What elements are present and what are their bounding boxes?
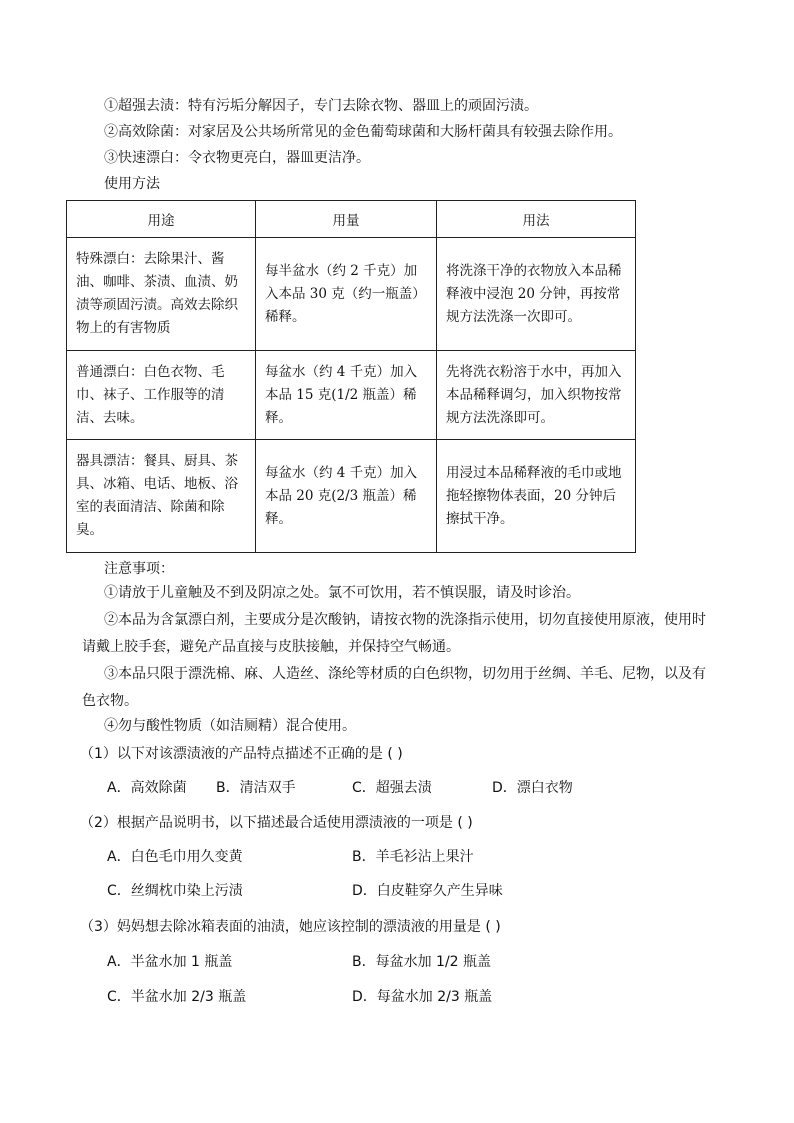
table-row — [67, 440, 636, 553]
q3-option-a: A．半盆水加 1 瓶盖 — [107, 954, 233, 970]
table-row — [67, 238, 636, 351]
q3-option-d: D．每盆水加 2/3 瓶盖 — [352, 989, 493, 1005]
q3-option-b: B．每盆水加 1/2 瓶盖 — [352, 954, 492, 970]
header-method: 用法 — [437, 201, 636, 238]
note-4: ④勿与酸性物质（如洁厕精）混合使用。 — [104, 718, 356, 734]
q2-option-c: C．丝绸枕巾染上污渍 — [107, 883, 243, 899]
question-1: （1）以下对该漂渍液的产品特点描述不正确的是 ( ) — [80, 746, 403, 762]
question-3: （3）妈妈想去除冰箱表面的油渍，她应该控制的漂渍液的用量是 ( ) — [80, 919, 501, 935]
cell-method: 将洗涤干净的衣物放入本品稀释液中浸泡 20 分钟，再按常规方法洗涤一次即可。 — [437, 238, 636, 351]
table-header-row — [67, 201, 636, 238]
note-1: ①请放于儿童触及不到及阴凉之处。氯不可饮用，若不慎误服，请及时诊治。 — [104, 585, 580, 601]
question-2: （2）根据产品说明书，以下描述最合适使用漂渍液的一项是 ( ) — [80, 815, 473, 831]
cell-method: 用浸过本品稀释液的毛巾或地拖轻擦物体表面，20 分钟后擦拭干净。 — [437, 440, 636, 553]
note-3: ③本品只限于漂洗棉、麻、人造丝、涤纶等材质的白色织物，切勿用于丝绸、羊毛、尼物，以及有色衣物。 — [82, 666, 706, 709]
usage-table — [66, 200, 636, 553]
header-purpose: 用途 — [67, 201, 256, 238]
q2-option-b: B．羊毛衫沾上果汁 — [352, 849, 474, 865]
q1-option-a: A．高效除菌 — [107, 780, 187, 796]
cell-amount: 每半盆水（约 2 千克）加入本品 30 克（约一瓶盖）稀释。 — [256, 238, 437, 351]
cell-amount: 每盆水（约 4 千克）加入本品 20 克(2/3 瓶盖）稀释。 — [256, 440, 437, 553]
feature-1: ①超强去渍：特有污垢分解因子，专门去除衣物、器皿上的顽固污渍。 — [104, 98, 538, 114]
q1-option-b: B．清洁双手 — [216, 780, 296, 796]
feature-3: ③快速漂白：令衣物更亮白，器皿更洁净。 — [104, 150, 370, 166]
q1-option-d: D．漂白衣物 — [492, 780, 573, 796]
header-amount: 用量 — [256, 201, 437, 238]
cell-purpose: 特殊漂白：去除果汁、酱油、咖啡、茶渍、血渍、奶渍等顽固污渍。高效去除织物上的有害物质 — [67, 238, 256, 351]
q2-option-a: A．白色毛巾用久变黄 — [107, 849, 243, 865]
cell-purpose: 器具漂洁：餐具、厨具、茶具、冰箱、电话、地板、浴室的表面清洁、除菌和除臭。 — [67, 440, 256, 553]
notes-label: 注意事项： — [104, 561, 174, 577]
feature-2: ②高效除菌：对家居及公共场所常见的金色葡萄球菌和大肠杆菌具有较强去除作用。 — [104, 124, 622, 140]
q1-option-c: C．超强去渍 — [352, 780, 432, 796]
cell-method: 先将洗衣粉溶于水中，再加入本品稀释调匀，加入织物按常规方法洗涤即可。 — [437, 351, 636, 440]
usage-label: 使用方法 — [104, 176, 160, 192]
q2-option-d: D．白皮鞋穿久产生异味 — [352, 883, 503, 899]
cell-purpose: 普通漂白：白色衣物、毛巾、袜子、工作服等的清洁、去味。 — [67, 351, 256, 440]
table-row — [67, 351, 636, 440]
cell-amount: 每盆水（约 4 千克）加入本品 15 克(1/2 瓶盖）稀释。 — [256, 351, 437, 440]
q3-option-c: C．半盆水加 2/3 瓶盖 — [107, 989, 247, 1005]
note-2: ②本品为含氯漂白剂，主要成分是次酸钠，请按衣物的洗涤指示使用，切勿直接使用原液，使用时请戴上胶手套，避免产品直接与皮肤接触，并保持空气畅通。 — [82, 612, 706, 655]
